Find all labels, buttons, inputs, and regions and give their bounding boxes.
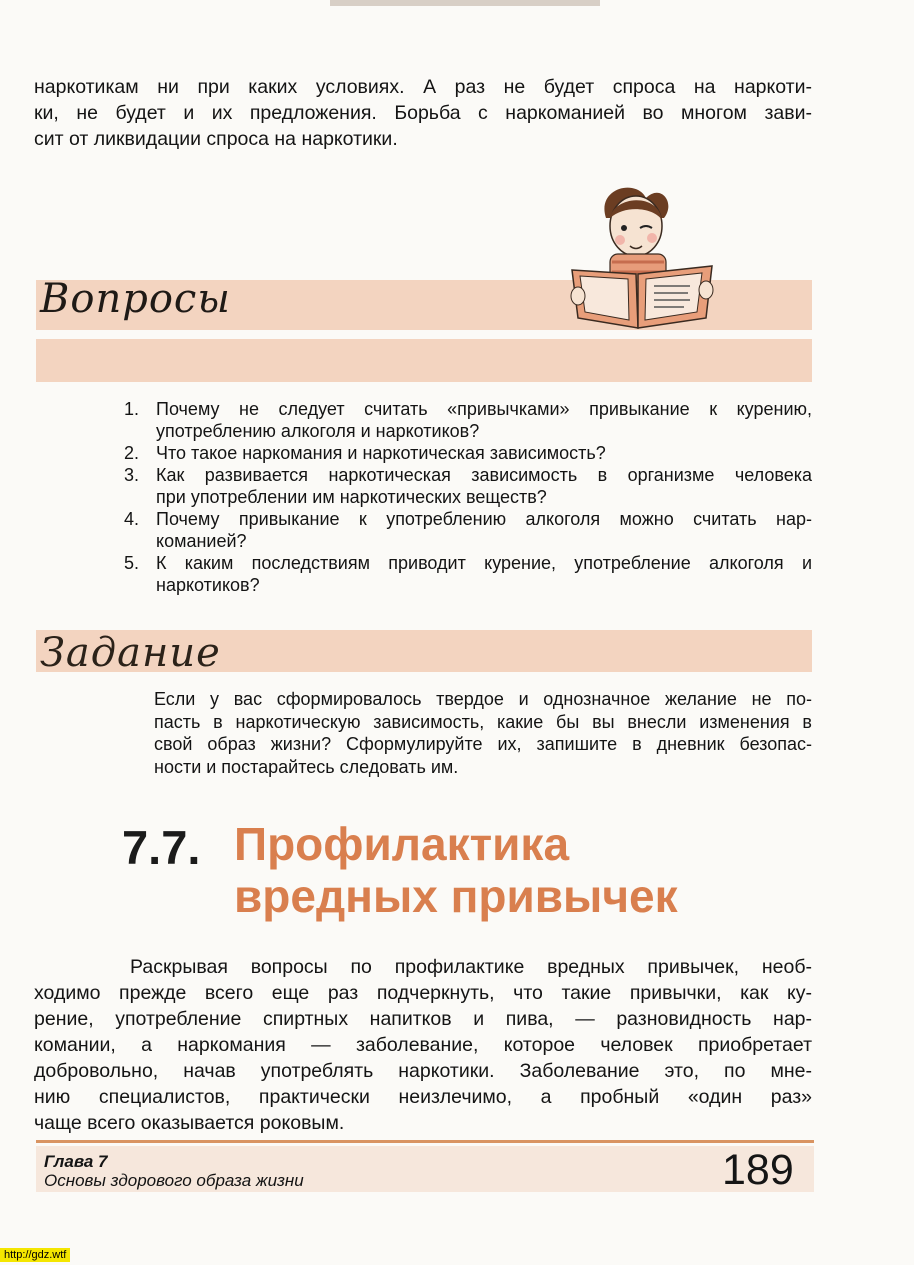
question-text: при употреблении им наркотических веществ?: [156, 487, 547, 507]
footer-subtitle: Основы здорового образа жизни: [44, 1171, 304, 1190]
text-line: нию специалистов, практически неизлечимо, а пробный «один раз»: [34, 1086, 812, 1108]
text-line: рение, употребление спиртных напитков и пива, — разновидность нар-: [34, 1008, 812, 1030]
footer-divider: [36, 1140, 814, 1143]
top-edge-strip: [330, 0, 600, 6]
text-line: наркотикам ни при каких условиях. А раз не будет спроса на наркоти-: [34, 76, 812, 98]
task-paragraph: [154, 688, 812, 778]
section-title-line: вредных привычек: [234, 870, 678, 922]
question-item: [124, 508, 812, 552]
question-number: 3.: [124, 465, 140, 485]
section-number: 7.7.: [122, 821, 201, 874]
question-text: Как развивается наркотическая зависимость в организме человека: [156, 465, 812, 485]
text-line: ходимо прежде всего еще раз подчеркнуть, что такие привычки, как ку-: [34, 982, 812, 1004]
question-number: 4.: [124, 509, 140, 529]
question-text: наркотиков?: [156, 575, 260, 595]
question-item: [124, 442, 812, 464]
reading-boy-illustration-icon: [566, 178, 716, 330]
questions-list: [124, 398, 812, 596]
body-paragraph: [34, 954, 812, 1136]
section-title: [234, 818, 678, 922]
text-line: чаще всего оказывается роковым.: [34, 1112, 345, 1134]
question-item: [124, 464, 812, 508]
question-text: употреблению алкоголя и наркотиков?: [156, 421, 480, 441]
question-text: команией?: [156, 531, 247, 551]
page-number: 189: [722, 1146, 794, 1194]
question-item: [124, 552, 812, 596]
questions-heading-band-lower: [36, 339, 812, 382]
text-line: сит от ликвидации спроса на наркотики.: [34, 128, 398, 150]
text-line: комании, а наркомания — заболевание, которое человек приобретает: [34, 1034, 812, 1056]
question-text: Что такое наркомания и наркотическая зависимость?: [156, 443, 606, 463]
text-line: добровольно, начав употреблять наркотики. Заболевание это, по мне-: [34, 1060, 812, 1082]
text-line: Раскрывая вопросы по профилактике вредных привычек, необ-: [130, 956, 812, 978]
question-text: Почему привыкание к употреблению алкоголя можно считать нар-: [156, 509, 812, 529]
question-item: [124, 398, 812, 442]
question-text: Почему не следует считать «привычками» привыкание к курению,: [156, 399, 812, 419]
text-line: ки, не будет и их предложения. Борьба с наркоманией во многом зави-: [34, 102, 812, 124]
text-line: ности и постарайтесь следовать им.: [154, 756, 459, 777]
question-number: 5.: [124, 553, 140, 573]
task-heading: Задание: [40, 630, 221, 676]
footer-chapter: Глава 7: [44, 1152, 108, 1171]
question-number: 2.: [124, 443, 140, 463]
watermark-link[interactable]: http://gdz.wtf: [0, 1248, 70, 1262]
question-number: 1.: [124, 399, 140, 419]
questions-heading: Вопросы: [40, 276, 231, 322]
text-line: свой образ жизни? Сформулируйте их, запишите в дневник безопас-: [154, 734, 812, 754]
question-text: К каким последствиям приводит курение, употребление алкоголя и: [156, 553, 812, 573]
text-line: Если у вас сформировалось твердое и однозначное желание не по-: [154, 689, 812, 709]
intro-paragraph: [34, 74, 812, 152]
text-line: пасть в наркотическую зависимость, какие бы вы внесли изменения в: [154, 711, 812, 732]
section-title-line: Профилактика: [234, 818, 570, 870]
